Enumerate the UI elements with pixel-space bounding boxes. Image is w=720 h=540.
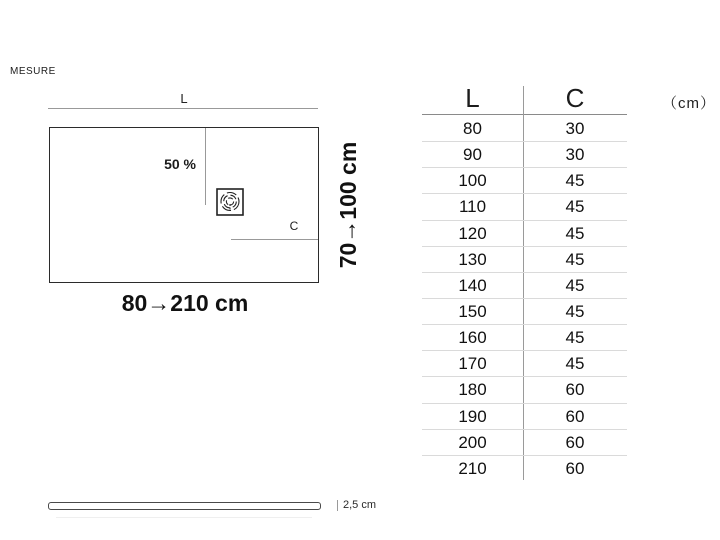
cell-drain-offset: 45 — [565, 223, 585, 243]
page-title: MESURE — [10, 66, 56, 77]
cell-drain-offset: 45 — [565, 328, 585, 348]
cell-length: 200 — [458, 432, 487, 452]
cell-drain-offset: 60 — [565, 406, 585, 426]
drain-icon — [216, 188, 244, 216]
cell-length: 210 — [458, 459, 487, 479]
tray-outline — [49, 127, 319, 283]
cell-drain-offset: 45 — [565, 302, 585, 322]
cell-drain-offset: 30 — [565, 119, 585, 139]
table-row — [422, 456, 627, 482]
cell-length: 150 — [458, 302, 487, 322]
length-range-label: 80→210 cm — [121, 290, 249, 316]
size-table-header — [422, 85, 627, 114]
cell-drain-offset: 45 — [565, 249, 585, 269]
cell-length: 80 — [463, 119, 482, 139]
drain-dim-line — [231, 239, 318, 240]
table-row — [422, 247, 627, 273]
cell-length: 160 — [458, 328, 487, 348]
col-header-c: C — [565, 83, 585, 113]
length-dim-line — [48, 108, 318, 109]
cell-length: 180 — [458, 380, 487, 400]
cell-length: 170 — [458, 354, 487, 374]
table-row — [422, 351, 627, 377]
cell-length: 130 — [458, 249, 487, 269]
length-dim-label: L — [180, 91, 188, 106]
cell-length: 90 — [463, 145, 482, 165]
drain-dim-label: C — [289, 219, 299, 233]
cell-drain-offset: 60 — [565, 432, 585, 452]
cell-length: 110 — [458, 197, 487, 217]
table-row — [422, 430, 627, 456]
width-range-label: 70→100 cm — [335, 141, 361, 269]
thickness-tick — [337, 500, 338, 511]
cell-drain-offset: 45 — [565, 275, 585, 295]
col-header-l: L — [465, 83, 480, 113]
unit-label: （cm） — [662, 95, 716, 112]
thickness-label: 2,5 cm — [343, 499, 377, 511]
slope-divider-line — [205, 128, 206, 205]
table-row — [422, 299, 627, 325]
table-row — [422, 194, 627, 220]
slope-label: 50 % — [164, 156, 196, 172]
cell-length: 190 — [458, 406, 487, 426]
side-view-reflection — [56, 517, 312, 518]
table-row — [422, 168, 627, 194]
header-underline — [422, 114, 627, 115]
cell-length: 100 — [458, 171, 487, 191]
table-row — [422, 377, 627, 403]
table-row — [422, 221, 627, 247]
size-table-body — [422, 116, 627, 482]
cell-drain-offset: 30 — [565, 145, 585, 165]
cell-length: 120 — [458, 223, 487, 243]
cell-drain-offset: 60 — [565, 459, 585, 479]
cell-drain-offset: 45 — [565, 354, 585, 374]
table-row — [422, 116, 627, 142]
table-row — [422, 273, 627, 299]
table-row — [422, 325, 627, 351]
tray-side-view — [48, 502, 321, 510]
cell-drain-offset: 60 — [565, 380, 585, 400]
table-row — [422, 404, 627, 430]
table-row — [422, 142, 627, 168]
cell-length: 140 — [458, 275, 487, 295]
cell-drain-offset: 45 — [565, 171, 585, 191]
cell-drain-offset: 45 — [565, 197, 585, 217]
